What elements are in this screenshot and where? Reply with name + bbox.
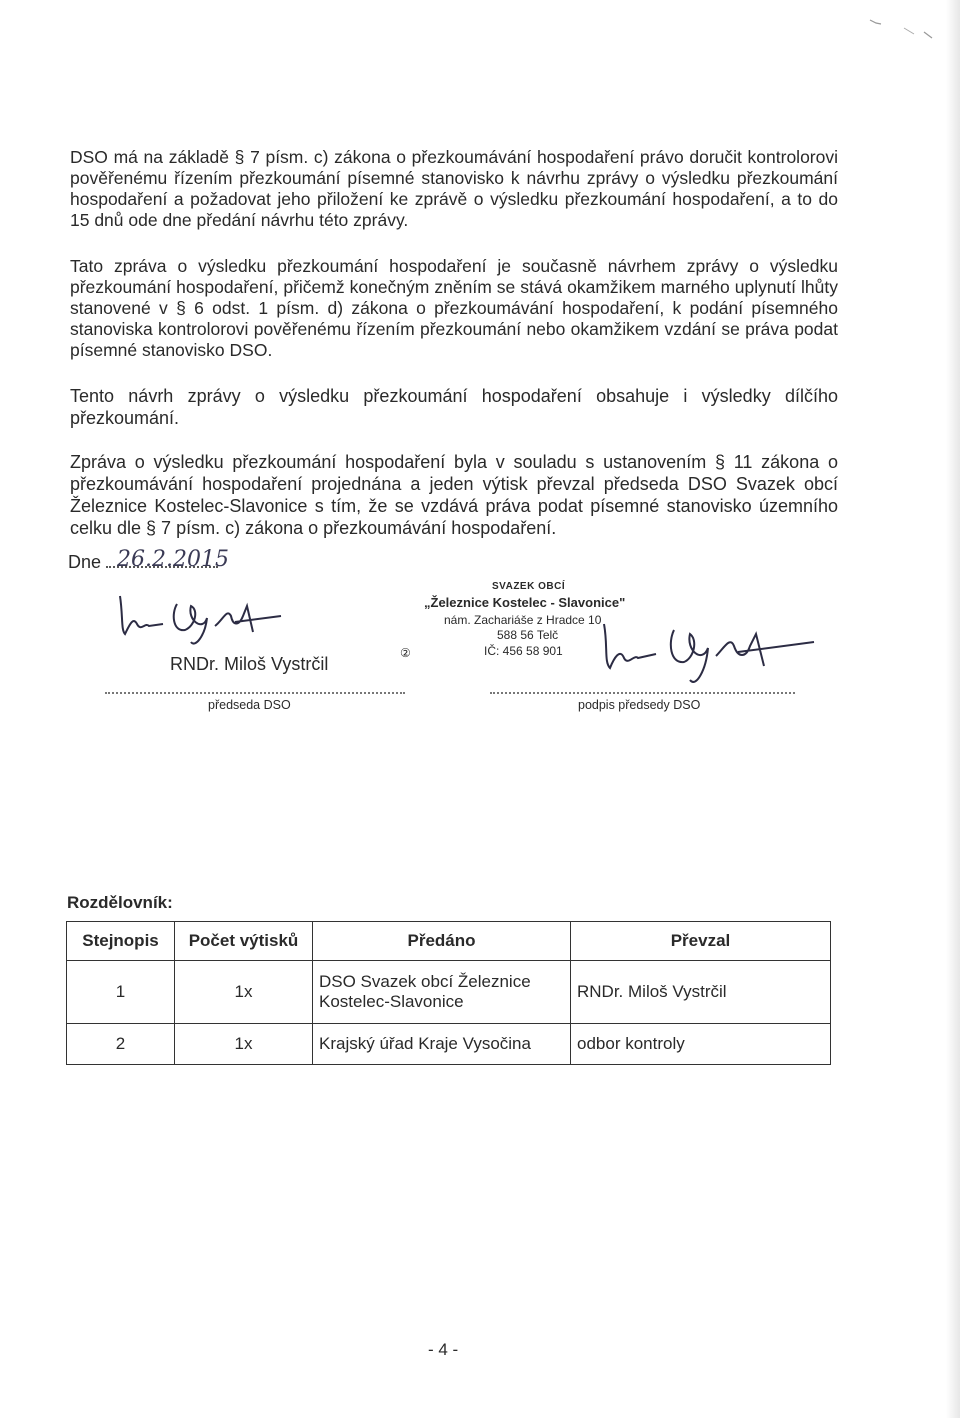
distribution-title: Rozdělovník: xyxy=(67,893,173,912)
table-row xyxy=(67,961,831,1024)
svg-text:26.2.2015: 26.2.2015 xyxy=(117,547,229,572)
cell-prevzal: odbor kontroly xyxy=(571,1024,831,1065)
signature-right-icon xyxy=(598,610,838,690)
date-label: Dne xyxy=(68,552,102,572)
stamp-mark: ② xyxy=(400,646,411,660)
cell-predano: DSO Svazek obcí Železnice Kostelec-Slavonice xyxy=(313,961,571,1024)
header-pocet-vytisku: Počet výtisků xyxy=(175,922,313,961)
signature-line-right xyxy=(490,692,795,694)
stamp-line-1: SVAZEK OBCÍ xyxy=(492,581,566,592)
signature-line-left xyxy=(105,692,405,694)
paragraph-navrh-zpravy: Tato zpráva o výsledku přezkoumání hospodaření je současně návrhem zprávy o výsledku přezkoumání hospodaření, přičemž konečným zněním se stává okamžikem marného uplynutí lhůty stanovené v § 6 odst. 1 písm. d) zákona o přezkoumávání hospodaření, k podání písemného stanoviska kontrolorovi pověřenému řízením přezkoumání nebo okamžikem vzdání se práva podat písemné stanovisko DSO. xyxy=(70,256,838,360)
header-stejnopis: Stejnopis xyxy=(67,922,175,961)
distribution-table xyxy=(66,921,831,1065)
stamp-line-2: „Železnice Kostelec - Slavonice" xyxy=(424,595,626,610)
page-number: - 4 - xyxy=(428,1340,459,1359)
header-predano: Předáno xyxy=(313,922,571,961)
cell-pocet: 1x xyxy=(175,1024,313,1065)
scan-mark-icon xyxy=(862,14,942,44)
signature-left-icon xyxy=(115,586,285,648)
cell-stejnopis: 2 xyxy=(67,1024,175,1065)
paragraph-projednani: Zpráva o výsledku přezkoumání hospodaření byla v souladu s ustanovením § 11 zákona o přezkoumávání hospodaření projednána a jeden výtisk převzal předseda DSO Svazek obcí Železnice Kostelec-Slavonice s tím, že se vzdává práva podat písemné stanovisko územního celku dle § 7 písm. c) zákona o přezkoumávání hospodaření. xyxy=(70,452,838,538)
table-header-row xyxy=(67,922,831,961)
cell-prevzal: RNDr. Miloš Vystrčil xyxy=(571,961,831,1024)
signatory-name: RNDr. Miloš Vystrčil xyxy=(170,654,329,674)
cell-predano: Krajský úřad Kraje Vysočina xyxy=(313,1024,571,1065)
paragraph-dilci-prezkoumani: Tento návrh zprávy o výsledku přezkoumání hospodaření obsahuje i výsledky dílčího přezkoumání. xyxy=(70,386,838,428)
stamp-line-5: IČ: 456 58 901 xyxy=(484,644,563,658)
header-prevzal: Převzal xyxy=(571,922,831,961)
handwritten-date-icon xyxy=(115,540,265,576)
stamp-line-3: nám. Zachariáše z Hradce 10 xyxy=(444,613,602,627)
cell-stejnopis: 1 xyxy=(67,961,175,1024)
paragraph-stanovisko: DSO má na základě § 7 písm. c) zákona o přezkoumávání hospodaření právo doručit kontrolorovi pověřenému řízením přezkoumání písemné stanovisko k návrhu zprávy o výsledku přezkoumání hospodaření a požadovat jeho přiložení ke zprávě o výsledku přezkoumání hospodaření, a to do 15 dnů ode dne předání návrhu této zprávy. xyxy=(70,147,838,230)
stamp-line-4: 588 56 Telč xyxy=(497,628,559,642)
scan-edge-shadow xyxy=(946,0,960,1418)
table-row xyxy=(67,1024,831,1065)
signature-caption-right: podpis předsedy DSO xyxy=(578,698,701,712)
signature-caption-left: předseda DSO xyxy=(208,698,291,712)
cell-pocet: 1x xyxy=(175,961,313,1024)
